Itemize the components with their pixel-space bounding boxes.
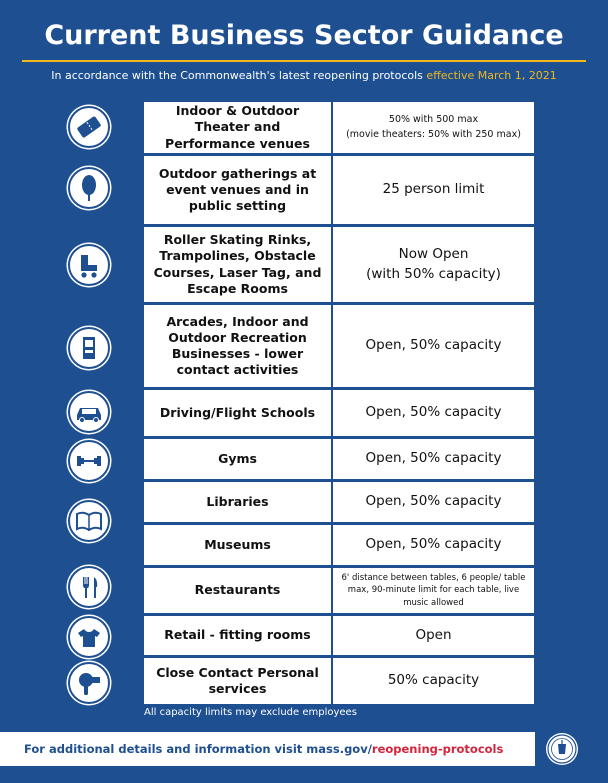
hair-dryer-icon [68,662,110,704]
row-value-retail: Open [333,616,534,655]
capacity-note: All capacity limits may exclude employees [144,707,357,718]
subtitle [0,69,608,82]
row-label-libraries: Libraries [144,482,331,522]
row-label-restaurants: Restaurants [144,568,331,613]
shirt-icon [68,616,110,658]
row-label-arcades: Arcades, Indoor and Outdoor Recreation Businesses - lower contact activities [144,305,331,387]
state-seal-icon [546,733,578,765]
dumbbell-icon [68,440,110,482]
footer-bar [0,732,535,766]
row-label-roller-skating: Roller Skating Rinks, Trampolines, Obstacle Courses, Laser Tag, and Escape Rooms [144,227,331,302]
utensils-icon [68,566,110,608]
row-value-libraries: Open, 50% capacity [333,482,534,522]
row-label-outdoor-gatherings: Outdoor gatherings at event venues and in public setting [144,156,331,224]
row-value-personal-services: 50% capacity [333,658,534,704]
subtitle-effective-date: effective March 1, 2021 [426,69,557,82]
row-label-retail: Retail - fitting rooms [144,616,331,655]
tree-icon [68,167,110,209]
row-label-museums: Museums [144,525,331,565]
row-value-theater-line1: 50% with 500 max [388,114,479,126]
car-icon [68,391,110,433]
row-value-museums: Open, 50% capacity [333,525,534,565]
row-value-gyms: Open, 50% capacity [333,439,534,479]
row-value-outdoor-gatherings: 25 person limit [333,156,534,224]
footer-text: For additional details and information visit mass.gov/ [24,742,372,756]
row-label-driving-schools: Driving/Flight Schools [144,390,331,436]
arcade-icon [68,327,110,369]
roller-skate-icon [68,244,110,286]
book-icon [68,500,110,542]
ticket-icon [68,106,110,148]
footer-link[interactable]: reopening-protocols [371,742,504,756]
row-value-roller-skating [333,227,534,302]
row-value-theater [333,102,534,153]
subtitle-text: In accordance with the Commonwealth's latest reopening protocols [51,69,423,82]
row-value-arcades: Open, 50% capacity [333,305,534,387]
row-label-gyms: Gyms [144,439,331,479]
title-divider [22,60,586,62]
row-value-roller-skating-line2: (with 50% capacity) [366,265,501,282]
row-value-restaurants: 6' distance between tables, 6 people/ table max, 90-minute limit for each table, live music allowed [333,568,534,613]
row-value-theater-line2: (movie theaters: 50% with 250 max) [346,128,521,140]
page-title: Current Business Sector Guidance [44,20,564,51]
row-label-theater: Indoor & Outdoor Theater and Performance venues [144,102,331,153]
row-label-personal-services: Close Contact Personal services [144,658,331,704]
row-value-roller-skating-line1: Now Open [398,245,469,262]
row-value-driving-schools: Open, 50% capacity [333,390,534,436]
